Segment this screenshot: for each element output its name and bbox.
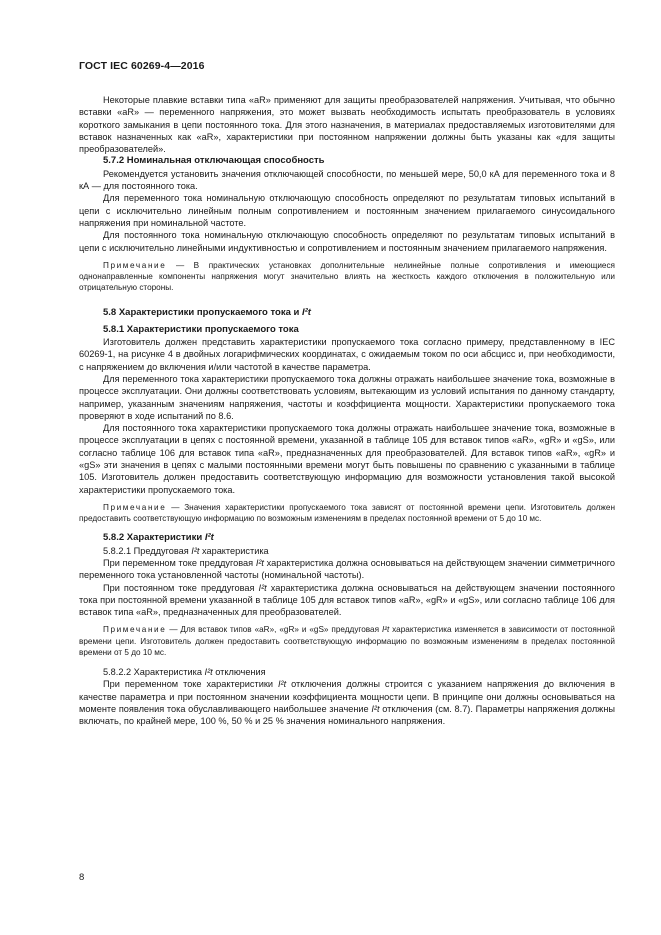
paragraph: Некоторые плавкие вставки типа «aR» применяют для защиты преобразователей напряжения. Учитывая, что обычно вставки «aR» — переменного напряжения, это может вызвать необходимость испытать преобразователь в условиях короткого замыкания в цепи постоянного тока. Для этого назначения, в материалах предоставляемых изготовителями для вставок назначенных как «aR», характеристики при постоянном напряжении должны быть указаны как «для защиты преобразователей». bbox=[79, 95, 615, 155]
i2t-symbol: I²t bbox=[277, 679, 287, 690]
heading-text: 5.8 Характеристики пропускаемого тока и bbox=[103, 307, 302, 319]
section-heading-5-8 bbox=[79, 307, 615, 319]
section-heading-5-8-2 bbox=[79, 532, 615, 544]
i2t-symbol: I²t bbox=[204, 532, 214, 544]
text-run: При переменном токе характеристики bbox=[103, 679, 278, 690]
paragraph bbox=[79, 557, 615, 582]
page-number: 8 bbox=[79, 872, 85, 883]
paragraph bbox=[79, 582, 615, 619]
i2t-symbol: I²t bbox=[258, 582, 267, 593]
heading-text: характеристика bbox=[199, 545, 269, 556]
paragraph: Для постоянного тока номинальную отключающую способность определяют по результатам типовых испытаний в цепи с исключительно линейными индуктивностью и сопротивлением и постоянным значением прилагаемого напряжения. bbox=[79, 230, 615, 253]
note-text: — Значения характеристики пропускаемого тока зависят от постоянной времени цепи. Изготовитель должен предоставить соответствующую информацию по возможным изменениям в пределах постоянной времени от 5 до 10 мс. bbox=[79, 502, 615, 524]
i2t-symbol: I²t bbox=[191, 545, 200, 556]
paragraph: Рекомендуется установить значения отключающей способности, по меньшей мере, 50,0 кА для переменного тока и 8 кА — для постоянного тока. bbox=[79, 168, 615, 192]
i2t-symbol: I²t bbox=[371, 703, 380, 714]
paragraph bbox=[79, 678, 615, 727]
i2t-symbol: I²t bbox=[381, 625, 390, 635]
note bbox=[79, 260, 615, 294]
note-text: характеристика изменяется в зависимости от постоянной времени цепи. Изготовитель должен предоставить соответствующую информацию по возможным изменениям в пределах постоянной времени от 5 до 10 мс. bbox=[79, 625, 615, 657]
heading-text: 5.8.2.2 Характеристика bbox=[103, 667, 205, 678]
section-heading-5-7-2: 5.7.2 Номинальная отключающая способность bbox=[103, 155, 325, 167]
i2t-symbol: I²t bbox=[255, 557, 264, 568]
note bbox=[79, 502, 615, 524]
text-run: При переменном токе преддуговая bbox=[103, 557, 256, 568]
text-run: При постоянном токе преддуговая bbox=[103, 582, 259, 593]
heading-text: отключения bbox=[212, 667, 266, 678]
text-run: отключения должны строится с указанием напряжения до включения в качестве параметра и при постоянном значении коэффициента мощности цепи. В принципе они должны основываться на моменте появления тока обуславливающего наибольшее значение bbox=[79, 679, 615, 714]
text-run: отключения (см. 8.7). Параметры напряжения должны включать, по крайней мере, 100 %, 50 % и 25 % значения номинального напряжения. bbox=[79, 703, 616, 727]
note-text: — Для вставок типов «aR», «gR» и «gS» преддуговая bbox=[166, 625, 382, 635]
note-label: Примечание bbox=[103, 625, 167, 635]
i2t-symbol: I²t bbox=[204, 667, 213, 678]
document-header: ГОСТ IEC 60269-4—2016 bbox=[79, 60, 205, 72]
note-label: Примечание bbox=[103, 502, 167, 512]
section-heading-5-8-2-2 bbox=[79, 666, 615, 678]
paragraph: Для переменного тока номинальную отключающую способность определяют по результатам типовых испытаний в цепи с исключительно линейным полным сопротивлением и постоянным значением прилагаемого синусоидального напряжения при номинальной частоте. bbox=[79, 193, 615, 228]
paragraph: Для постоянного тока характеристики пропускаемого тока должны отражать наибольшее значение тока, возможные в процессе эксплуатации в цепях с постоянной времени, указанной в таблице 105 для вставок типов «aR», «gR» и «gS», или согласно таблице 106 для вставок типа «aR», предназначенных для преобразователей. Для вставок типов «aR», «gR» и «gS» эти значения в цепях с малыми постоянными времени могут быть повышены по сравнению с указанными в таблице 105. Изготовитель должен предоставить соответствующую информацию для возможности установления такой высокой характеристики пропускаемого тока. bbox=[79, 423, 615, 495]
section-heading-5-8-2-1 bbox=[79, 545, 615, 557]
heading-text: 5.8.2.1 Преддуговая bbox=[103, 545, 192, 556]
text-run: характеристика должна основываться на действующем значении симметричного переменного тока установленной частоты (номинальной частоты). bbox=[79, 557, 615, 581]
section-heading-5-8-1: 5.8.1 Характеристики пропускаемого тока bbox=[103, 323, 299, 335]
document-page bbox=[79, 60, 615, 728]
note bbox=[79, 624, 615, 658]
text-run: характеристика должна основываться на действующем значении постоянного тока при постоянной времени указанной в таблице 105 для вставок типов «aR», «gR» и «gS», или согласно таблице 106 для вставок типа «aR», предназначенных для преобразователей. bbox=[79, 582, 615, 618]
paragraph: Изготовитель должен представить характеристики пропускаемого тока согласно примеру, представленному в IEC 60269-1, на рисунке 4 в двойных логарифмических координатах, с ожидаемым током по оси абсцисс и, при необходимости, с напряжением до включения и/или частотой в качестве параметра. bbox=[79, 337, 615, 372]
i2t-symbol: I²t bbox=[301, 307, 311, 319]
note-label: Примечание bbox=[103, 260, 167, 270]
note-text: — В практических установках дополнительные нелинейные полные сопротивления и имеющиеся однонаправленные компоненты напряжения могут значительно влиять на жесткость каждого отключения в положительную или отрицательную стороны. bbox=[79, 260, 615, 293]
heading-text: 5.8.2 Характеристики bbox=[103, 532, 205, 544]
paragraph: Для переменного тока характеристики пропускаемого тока должны отражать наибольшее значение тока, возможные в процессе эксплуатации. Они должны соответствовать условиям, вытекающим из условий испытания по данному стандарту, например, указанным значениям напряжения, частоты и коэффициента мощности. Характеристики пропускаемого тока проверяют в ходе испытаний по 8.6. bbox=[79, 373, 615, 421]
